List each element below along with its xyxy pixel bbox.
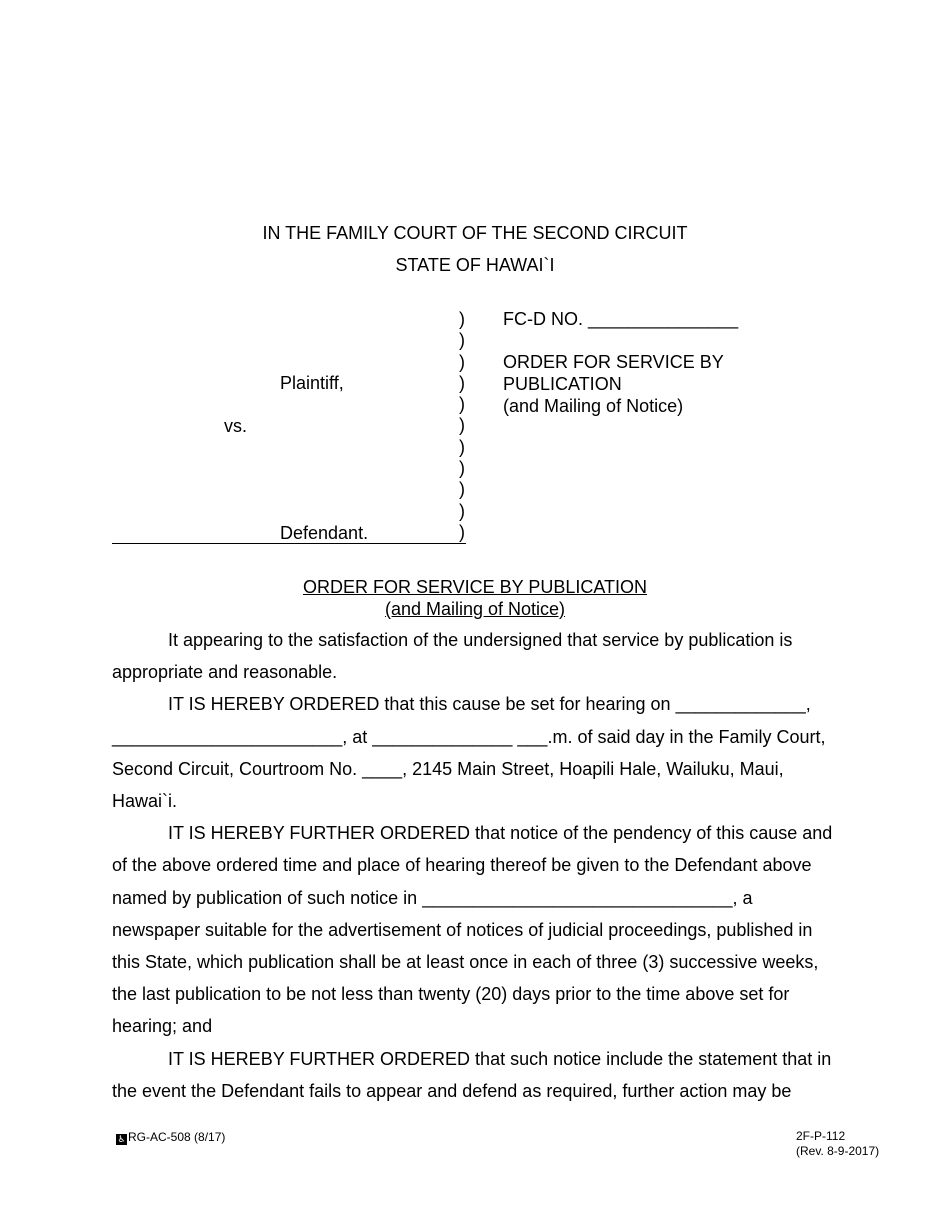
revision-date: (Rev. 8-9-2017) — [796, 1144, 880, 1158]
vs-label: vs. — [224, 416, 248, 436]
order-body — [112, 624, 840, 1107]
caption-paren: ) — [459, 351, 465, 372]
doc-title-line-2: PUBLICATION — [503, 374, 622, 394]
paragraph-hearing-order: IT IS HEREBY ORDERED that this cause be set for hearing on _____________, _______________________, at ______________ ___.m. of said day in the Family Court, Second Circuit, Courtroom No. ____, 2145 Main Street, Hoapili Hale, Wailuku, Maui, Hawai`i. — [112, 694, 826, 812]
doc-title-line-1: ORDER FOR SERVICE BY — [503, 352, 724, 372]
court-state: STATE OF HAWAI`I — [395, 255, 555, 275]
caption-paren: ) — [459, 479, 465, 500]
caption-underline — [112, 543, 466, 544]
caption-paren-column — [459, 309, 465, 543]
paragraph-satisfaction: It appearing to the satisfaction of the undersigned that service by publication is appropriate and reasonable. — [112, 630, 793, 683]
case-number: FC-D NO. _______________ — [503, 309, 739, 329]
caption-paren: ) — [459, 309, 465, 329]
caption-paren: ) — [459, 436, 465, 457]
plaintiff-label: Plaintiff, — [280, 373, 344, 393]
accessibility-icon: ♿ — [117, 1134, 126, 1144]
order-title: ORDER FOR SERVICE BY PUBLICATION — [302, 577, 648, 597]
footer-code: RG-AC-508 (8/17) — [128, 1130, 226, 1144]
form-number: 2F-P-112 — [796, 1129, 846, 1143]
court-name: IN THE FAMILY COURT OF THE SECOND CIRCUIT — [262, 223, 688, 243]
doc-title-line-3: (and Mailing of Notice) — [503, 396, 684, 416]
caption-paren: ) — [459, 394, 465, 415]
defendant-label: Defendant. — [280, 523, 369, 543]
footer-left — [116, 1130, 225, 1145]
caption-paren: ) — [459, 458, 465, 479]
caption-paren: ) — [459, 415, 465, 436]
caption-paren: ) — [459, 372, 465, 393]
paragraph-notice-statement: IT IS HEREBY FURTHER ORDERED that such notice include the statement that in the event the Defendant fails to appear and defend as required, further action may be — [112, 1048, 832, 1101]
caption-paren: ) — [459, 330, 465, 351]
order-subtitle: (and Mailing of Notice) — [384, 599, 566, 619]
caption-paren: ) — [459, 521, 465, 542]
caption-paren: ) — [459, 500, 465, 521]
paragraph-publication-order: IT IS HEREBY FURTHER ORDERED that notice of the pendency of this cause and of the above ordered time and place of hearing thereof be given to the Defendant above named by publication of such notice in _______________________________, a newspaper suitable for the advertisement of notices of judicial proceedings, published in this State, which publication shall be at least once in each of three (3) successive weeks, the last publication to be not less than twenty (20) days prior to the time above set for hearing; and — [112, 823, 833, 1037]
